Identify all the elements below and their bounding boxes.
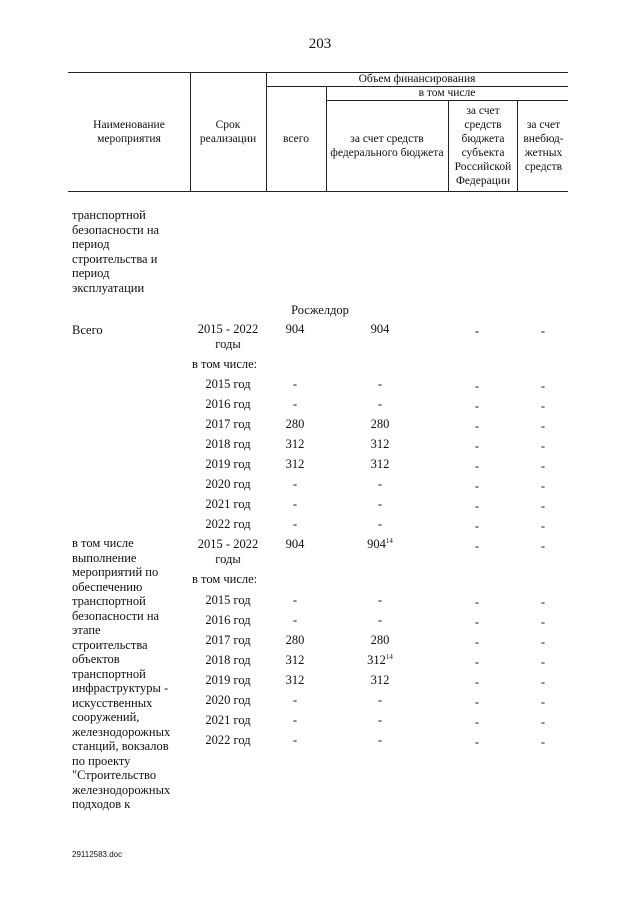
- year-regional: -: [474, 595, 480, 609]
- page-number: 203: [308, 36, 332, 52]
- name-line: в том числе: [72, 536, 134, 550]
- federal-value: -: [377, 593, 383, 607]
- year-regional: -: [474, 419, 480, 433]
- year-total: -: [292, 377, 298, 391]
- year-label: 2017 год: [205, 417, 251, 431]
- year-label: 2022 год: [205, 517, 251, 531]
- year-regional: -: [474, 459, 480, 473]
- year-federal: -: [377, 397, 383, 411]
- year-total: 312: [285, 457, 305, 471]
- year-total: 280: [285, 417, 305, 431]
- block2-period-extrabudget: -: [540, 539, 546, 553]
- year-extrabudget: -: [540, 635, 546, 649]
- name-line: мероприятий по: [72, 565, 159, 579]
- year-extrabudget: -: [540, 379, 546, 393]
- year-total: 312: [285, 653, 305, 667]
- block2-period: 2015 - 2022 годы: [197, 537, 259, 566]
- header-col-term: Срок реализации: [199, 119, 257, 145]
- year-federal: -: [377, 477, 383, 491]
- year-regional: -: [474, 439, 480, 453]
- footer-filename: 29112583.doc: [72, 850, 123, 859]
- name-line: транспортной: [72, 666, 146, 681]
- year-total: -: [292, 613, 298, 627]
- year-federal: 312: [370, 457, 390, 471]
- block2-period-total: 904: [285, 537, 305, 551]
- name-line: сооружений,: [72, 710, 140, 724]
- year-extrabudget: -: [540, 595, 546, 609]
- federal-value: 312: [370, 673, 390, 687]
- year-label: 2022 год: [205, 733, 251, 747]
- year-extrabudget: -: [540, 499, 546, 513]
- year-total: -: [292, 497, 298, 511]
- name-line: объектов: [72, 652, 120, 666]
- year-extrabudget: -: [540, 715, 546, 729]
- year-label: 2020 год: [205, 693, 251, 707]
- name-line: станций, вокзалов: [72, 739, 169, 753]
- year-regional: -: [474, 399, 480, 413]
- year-label: 2017 год: [205, 633, 251, 647]
- year-extrabudget: -: [540, 655, 546, 669]
- year-extrabudget: -: [540, 439, 546, 453]
- name-line: безопасности на: [72, 608, 160, 623]
- year-federal: 312: [370, 437, 390, 451]
- year-regional: -: [474, 499, 480, 513]
- year-federal: [340, 673, 420, 687]
- year-federal: [340, 633, 420, 647]
- year-regional: -: [474, 635, 480, 649]
- year-regional: -: [474, 479, 480, 493]
- federal-value: -: [377, 713, 383, 727]
- year-extrabudget: -: [540, 479, 546, 493]
- agency-label: Росжелдор: [291, 303, 349, 317]
- block1-period-total: 904: [285, 322, 305, 336]
- year-federal: [340, 653, 420, 667]
- year-regional: -: [474, 715, 480, 729]
- year-federal: [340, 593, 420, 607]
- name-line: строительства: [72, 637, 148, 652]
- name-line: искусственных: [72, 695, 153, 710]
- year-total: -: [292, 693, 298, 707]
- year-label: 2015 год: [205, 377, 251, 391]
- header-divider-4: [448, 100, 449, 192]
- block1-period-federal: 904: [370, 322, 390, 336]
- name-line: обеспечению: [72, 579, 143, 594]
- header-col-extrabudget: за счет внебюд-жетных средств: [523, 119, 564, 173]
- federal-value: 904: [367, 537, 386, 551]
- year-extrabudget: -: [540, 519, 546, 533]
- footnote-mark: 14: [385, 536, 393, 545]
- year-total: -: [292, 517, 298, 531]
- year-extrabudget: -: [540, 459, 546, 473]
- federal-value: -: [377, 693, 383, 707]
- footnote-mark: 14: [385, 652, 393, 661]
- year-extrabudget: -: [540, 675, 546, 689]
- block1-period-regional: -: [474, 324, 480, 338]
- year-label: 2015 год: [205, 593, 251, 607]
- year-regional: -: [474, 735, 480, 749]
- name-line: выполнение: [72, 550, 137, 565]
- year-label: 2016 год: [205, 613, 251, 627]
- year-extrabudget: -: [540, 419, 546, 433]
- year-total: 312: [285, 673, 305, 687]
- federal-value: -: [377, 733, 383, 747]
- header-financing: Объем финансирования: [358, 73, 476, 85]
- year-federal: [340, 693, 420, 707]
- year-label: 2018 год: [205, 653, 251, 667]
- year-label: 2020 год: [205, 477, 251, 491]
- year-regional: -: [474, 379, 480, 393]
- name-line: инфраструктуры -: [72, 681, 169, 695]
- year-extrabudget: -: [540, 695, 546, 709]
- table-header: [68, 72, 568, 192]
- name-line: железнодорожных: [72, 782, 171, 797]
- year-total: 312: [285, 437, 305, 451]
- year-regional: -: [474, 655, 480, 669]
- federal-value: 280: [370, 633, 390, 647]
- year-federal: [340, 713, 420, 727]
- year-label: 2019 год: [205, 457, 251, 471]
- block2-period-federal: [340, 537, 420, 551]
- year-federal: -: [377, 497, 383, 511]
- header-divider-3: [326, 86, 327, 192]
- year-total: -: [292, 713, 298, 727]
- year-extrabudget: -: [540, 615, 546, 629]
- block1-period-extrabudget: -: [540, 324, 546, 338]
- block1-including-label: в том числе:: [192, 357, 258, 371]
- year-label: 2021 год: [205, 497, 251, 511]
- continuation-text: транспортной безопасности на период строительства и период эксплуатации: [72, 208, 160, 295]
- name-line: железнодорожных: [72, 724, 171, 739]
- name-line: "Строительство: [72, 768, 157, 782]
- name-line: этапе: [72, 623, 101, 637]
- year-extrabudget: -: [540, 399, 546, 413]
- year-extrabudget: -: [540, 735, 546, 749]
- year-federal: -: [377, 517, 383, 531]
- year-federal: [340, 733, 420, 747]
- year-total: 280: [285, 633, 305, 647]
- header-divider-5: [517, 100, 518, 192]
- year-label: 2018 год: [205, 437, 251, 451]
- header-col-regional: за счет средств бюджета субъекта Российской Федерации: [454, 105, 512, 187]
- name-line: подходов к: [72, 797, 131, 811]
- year-total: -: [292, 733, 298, 747]
- year-regional: -: [474, 615, 480, 629]
- header-col-name: Наименование мероприятия: [93, 119, 165, 145]
- block1-period: 2015 - 2022 годы: [197, 322, 259, 351]
- federal-value: -: [377, 613, 383, 627]
- block1-name: Всего: [72, 323, 103, 337]
- name-line: транспортной: [72, 594, 146, 608]
- year-label: 2019 год: [205, 673, 251, 687]
- year-federal: [340, 613, 420, 627]
- year-regional: -: [474, 695, 480, 709]
- header-col-total: всего: [283, 133, 309, 145]
- year-regional: -: [474, 519, 480, 533]
- federal-value: 312: [367, 653, 386, 667]
- year-federal: 280: [370, 417, 390, 431]
- header-col-federal: за счет средств федерального бюджета: [330, 133, 444, 159]
- block2-period-regional: -: [474, 539, 480, 553]
- year-label: 2021 год: [205, 713, 251, 727]
- year-regional: -: [474, 675, 480, 689]
- block2-including-label: в том числе:: [192, 572, 258, 586]
- year-label: 2016 год: [205, 397, 251, 411]
- year-federal: -: [377, 377, 383, 391]
- year-total: -: [292, 593, 298, 607]
- year-total: -: [292, 397, 298, 411]
- name-line: по проекту: [72, 753, 131, 768]
- year-total: -: [292, 477, 298, 491]
- header-including: в том числе: [418, 87, 476, 99]
